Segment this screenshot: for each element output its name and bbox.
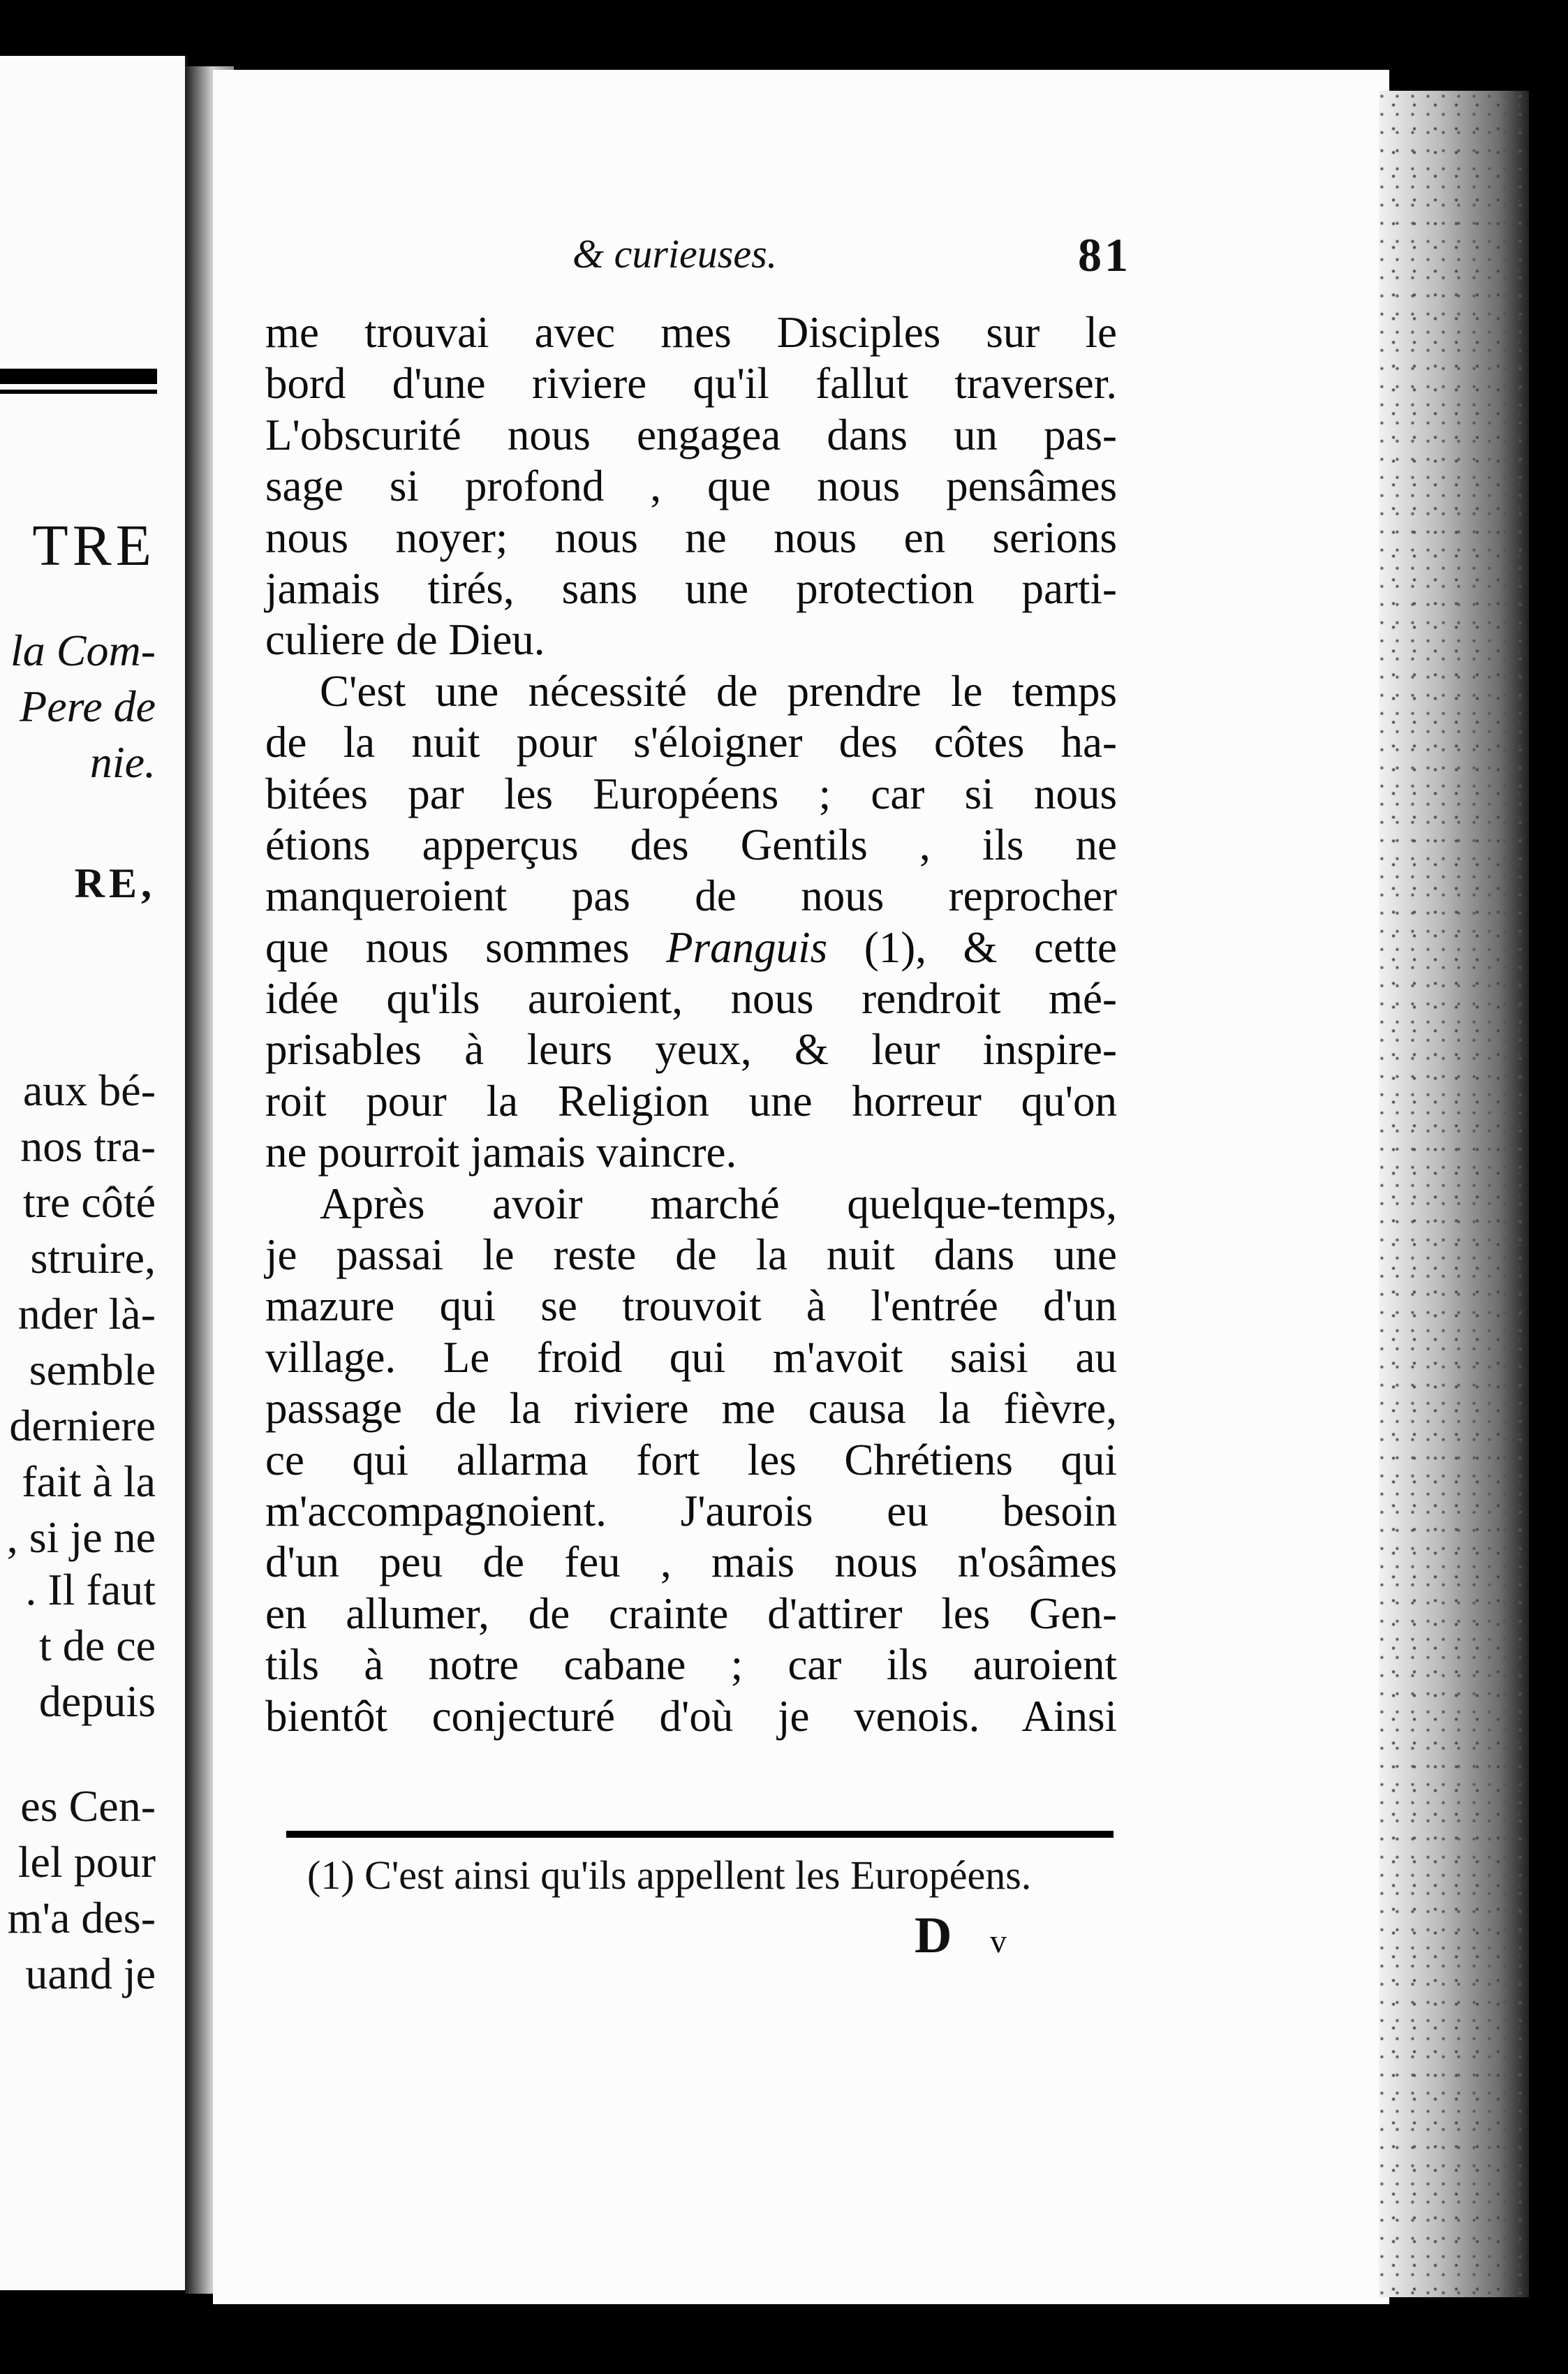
page-number: 81 [1078,228,1131,281]
text-line: bord d'une riviere qu'il fallut traverser. [265,359,1117,408]
left-page-line: semble [29,1345,156,1394]
text-line: ce qui allarma fort les Chrétiens qui [265,1435,1117,1484]
text-line: ne pourroit jamais vaincre. [265,1128,737,1177]
signature-mark [915,1906,1019,1966]
text-line: étions apperçus des Gentils , ils ne [265,820,1117,869]
text-line: roit pour la Religion une horreur qu'on [265,1076,1117,1126]
text-line: de la nuit pour s'éloigner des côtes ha- [265,718,1117,767]
left-page-line: m'a des- [7,1893,156,1942]
left-page-line: aux bé- [22,1066,156,1115]
italic-word: Pranguis [666,922,828,972]
text-line: je passai le reste de la nuit dans une [265,1230,1117,1280]
text-line: en allumer, de crainte d'attirer les Gen- [265,1588,1117,1638]
text-line: bitées par les Européens ; car si nous [265,769,1117,818]
text-line: jamais tirés, sans une protection parti- [265,563,1117,613]
text-line: manqueroient pas de nous reprocher [265,871,1117,921]
left-page-line: depuis [38,1676,156,1726]
footnote: (1) C'est ainsi qu'ils appellent les Européens. [307,1852,1032,1898]
footnote-rule [286,1831,1114,1838]
left-page-line: nder là- [17,1289,156,1339]
signature-numeral: v [989,1923,1019,1960]
left-page-line: nos tra- [20,1121,156,1171]
page-edges [1379,91,1529,2297]
text-line: village. Le froid qui m'avoit saisi au [265,1332,1117,1382]
left-page-line: nie. [89,737,156,787]
left-page-line: es Cen- [20,1781,156,1831]
left-page-line: . Il faut [25,1565,156,1614]
text-line: mazure qui se trouvoit à l'entrée d'un [265,1281,1117,1331]
text-line: Après avoir marché quelque-temps, [320,1179,1117,1228]
left-page-line: struire, [30,1233,156,1283]
text-line: tils à notre cabane ; car ils auroient [265,1640,1117,1690]
left-page-line: uand je [25,1949,156,1998]
text-line: prisables à leurs yeux, & leur inspire- [265,1025,1117,1075]
text-line: L'obscurité nous engagea dans un pas- [265,410,1117,459]
running-head-title: & curieuses. [572,231,778,277]
text-line: culiere de Dieu. [265,615,545,665]
text-line: me trouvai avec mes Disciples sur le [265,308,1117,357]
text-line: sage si profond , que nous pensâmes [265,462,1117,511]
left-page-line: fait à la [22,1457,156,1506]
text-line: m'accompagnoient. J'aurois eu besoin [265,1486,1117,1535]
left-page-line: derniere [9,1401,156,1450]
running-head [572,228,1131,281]
left-page-line: , si je ne [6,1512,156,1562]
body-text [265,307,1117,1742]
left-page-line: RE, [74,860,156,906]
left-page-line: la Com- [10,626,156,675]
text-line: passage de la riviere me causa la fièvre, [265,1384,1117,1433]
left-page [0,56,188,2290]
left-page-line: lel pour [17,1837,156,1887]
left-page-line: t de ce [39,1621,156,1670]
left-page-rule-thin [0,390,157,394]
text-line: que nous sommes Pranguis (1), & cette [265,922,1117,972]
text-line: idée qu'ils auroient, nous rendroit mé- [265,974,1117,1024]
left-page-line: TRE [32,513,156,578]
left-page-line: Pere de [20,681,156,731]
signature-letter: D [915,1907,965,1964]
text-line: C'est une nécessité de prendre le temps [320,666,1117,716]
left-page-line: tre côté [22,1177,156,1227]
text-line: d'un peu de feu , mais nous n'osâmes [265,1538,1117,1587]
text-line: bientôt conjecturé d'où je venois. Ainsi [265,1691,1117,1741]
left-page-rule-thick [0,369,157,384]
text-line: nous noyer; nous ne nous en serions [265,513,1117,562]
